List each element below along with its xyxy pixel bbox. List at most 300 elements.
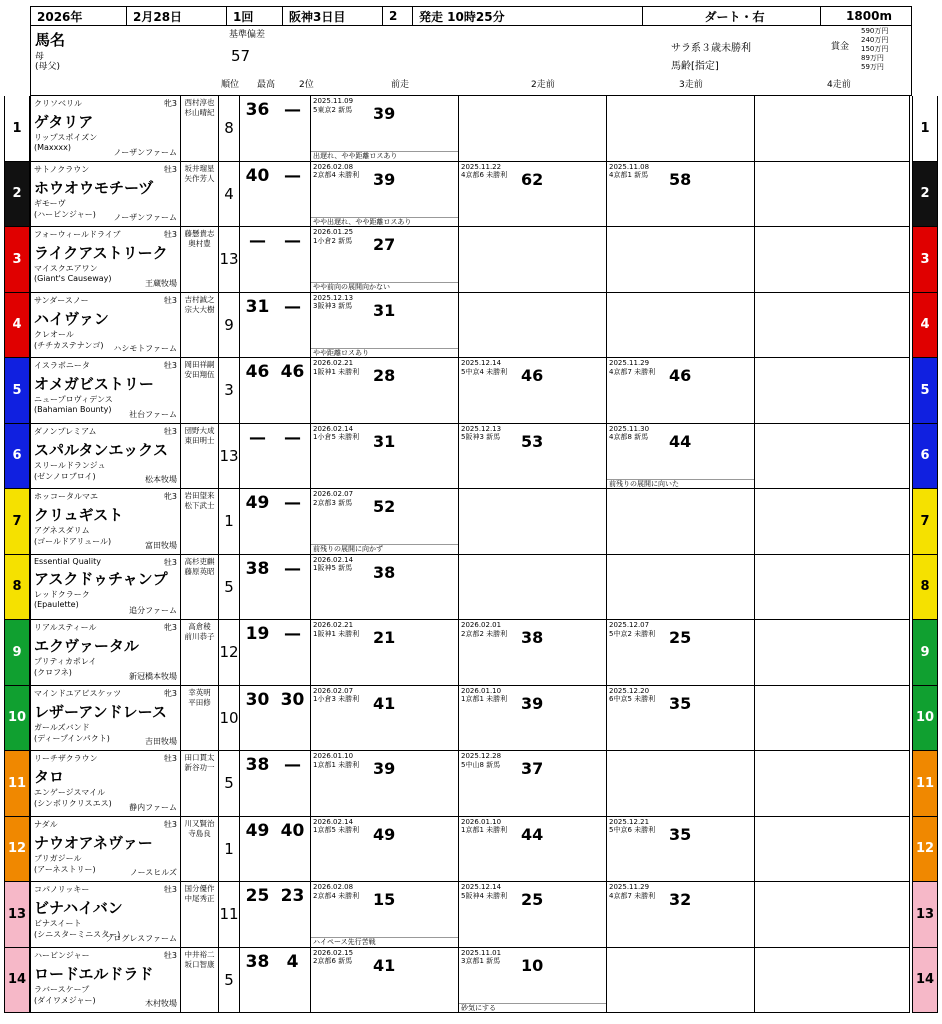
horse-name: アスクドゥチャンプ (34, 569, 168, 588)
rank-order: 11 (219, 882, 240, 947)
past-race (459, 948, 607, 1013)
horse-info (31, 358, 181, 423)
past-venue: 1小倉2 新馬 (313, 236, 353, 245)
past-figure: 44 (521, 824, 544, 844)
past-figure: 39 (373, 104, 396, 123)
horse-info (31, 751, 181, 816)
past-date: 2026.02.08 (313, 162, 354, 171)
jockey-trainer (181, 751, 219, 816)
past-race (459, 227, 607, 292)
prize-item: 89万円 (861, 54, 884, 62)
breeder: 松本牧場 (145, 475, 177, 484)
horse-name: ビナハイバン (34, 899, 123, 917)
past-race (311, 882, 459, 947)
past-race (607, 882, 755, 947)
dam: アグネスダリム (34, 526, 90, 535)
past-race (311, 817, 459, 882)
second-fig: 4 (286, 951, 299, 972)
trainer: 安田翔伍 (184, 370, 215, 379)
horse-info (31, 424, 181, 489)
second-fig: — (284, 558, 301, 579)
past-race (607, 489, 755, 554)
past-note: ハイペース先行苦戦 (311, 937, 458, 947)
sex-age: 牝3 (163, 688, 177, 698)
waku-number: 4 (912, 293, 938, 359)
waku-number: 12 (912, 817, 938, 883)
past-figure: 28 (373, 366, 396, 385)
past-race (311, 227, 459, 292)
best-fig: 49 (245, 820, 270, 841)
waku-number: 9 (912, 620, 938, 686)
past-figure: 31 (373, 300, 396, 320)
best-fig: — (249, 231, 266, 251)
past-date: 2025.12.13 (461, 424, 502, 433)
best-fig: 36 (245, 100, 270, 120)
past-date: 2026.02.21 (313, 359, 354, 367)
past-venue: 2京都6 新馬 (313, 957, 353, 965)
surface: ダート・右 (643, 7, 821, 25)
rank-order: 13 (219, 227, 240, 292)
damsire: (クロフネ) (34, 668, 72, 677)
trainer: 杉山晴紀 (184, 108, 215, 117)
waku-number: 7 (912, 489, 938, 555)
past-figure: 53 (521, 431, 544, 451)
best-fig: 19 (245, 624, 270, 644)
jockey-trainer (181, 817, 219, 882)
best-fig: 38 (245, 558, 270, 579)
base-value: 57 (231, 47, 251, 65)
past-race-4 (755, 424, 903, 489)
past-note: やや出遅れ、やや距離ロスあり (311, 217, 458, 227)
waku-number: 10 (4, 686, 30, 752)
horse-info (31, 162, 181, 227)
sire: ホッコータルマエ (34, 492, 98, 501)
best-figures (240, 489, 311, 554)
horse-info (31, 227, 181, 292)
col-damsire-label: (母父) (35, 62, 61, 72)
past-figure: 21 (373, 628, 396, 647)
past-figure: 39 (373, 169, 396, 189)
waku-number: 4 (4, 293, 30, 359)
past-race (607, 817, 755, 882)
jockey-trainer (181, 424, 219, 489)
horse-info (31, 620, 181, 685)
best-values (240, 751, 310, 779)
waku-number: 8 (912, 555, 938, 621)
past-race (459, 162, 607, 227)
sex-age: 牡3 (163, 885, 177, 894)
dam: ブリガジール (34, 853, 82, 863)
horse-row (30, 424, 910, 490)
best-figures (240, 751, 311, 816)
waku-number: 7 (4, 489, 30, 555)
best-values (240, 620, 310, 648)
jockey-trainer (181, 686, 219, 751)
past-venue: 5中京4 未勝利 (461, 367, 508, 376)
past-date: 2025.12.13 (313, 293, 354, 302)
past-figure: 58 (669, 169, 692, 189)
jockey-trainer (181, 96, 219, 161)
past-race-4 (755, 227, 903, 292)
past-venue: 5中山8 新馬 (461, 760, 501, 769)
col-second: 2位 (299, 80, 314, 90)
best-values (240, 162, 310, 190)
past-race (607, 227, 755, 292)
best-values (240, 555, 310, 583)
sex-age: 牡3 (163, 557, 177, 567)
best-values (240, 293, 310, 321)
horse-name: レザーアンドレース (34, 702, 167, 721)
breeder: 木村牧場 (145, 999, 177, 1008)
past-date: 2025.12.20 (609, 686, 650, 695)
past-race (607, 293, 755, 358)
date: 2月28日 (127, 7, 227, 25)
horse-row (30, 686, 910, 752)
sire: コパノリッキー (34, 885, 90, 894)
breeder: 王蔵牧場 (145, 278, 177, 288)
past-date: 2026.02.01 (461, 621, 502, 629)
trainer: 藤原英昭 (184, 566, 215, 576)
dam: クレオール (34, 329, 74, 339)
horse-row (30, 96, 910, 162)
prize-item: 150万円 (861, 45, 889, 53)
breeder: ノーザンファーム (113, 213, 177, 222)
best-figures (240, 882, 311, 947)
second-fig: 40 (280, 820, 305, 841)
past-note: やや前向の展開向かない (311, 282, 458, 292)
trainer: 平田修 (188, 697, 211, 707)
past-date: 2026.01.10 (461, 686, 502, 695)
breeder: 追分ファーム (129, 606, 177, 615)
sire: クリソベリル (34, 99, 82, 108)
second-fig: — (284, 165, 301, 186)
past-figure: 52 (373, 497, 396, 516)
horse-table (30, 96, 910, 1013)
best-values (240, 882, 310, 910)
past-race-4 (755, 686, 903, 751)
jockey: 川又賢治 (184, 818, 215, 828)
past-venue: 6中京5 未勝利 (609, 695, 656, 703)
waku-number: 13 (4, 882, 30, 948)
jockey-trainer (181, 227, 219, 292)
past-race (311, 751, 459, 816)
past-race (311, 948, 459, 1013)
past-race (607, 424, 755, 489)
horse-row (30, 227, 910, 293)
best-values (240, 424, 310, 452)
waku-number: 11 (4, 751, 30, 817)
past-date: 2026.02.07 (313, 490, 354, 498)
sire: フォーウィールドライブ (34, 230, 121, 239)
horse-info (31, 96, 181, 161)
past-date: 2025.12.28 (461, 752, 502, 760)
past-figure: 62 (521, 169, 544, 189)
horse-row (30, 817, 910, 883)
second-fig: 30 (280, 689, 305, 710)
past-race (459, 882, 607, 947)
past-date: 2026.02.14 (313, 817, 354, 826)
breeder: ノースヒルズ (129, 868, 177, 877)
dam: ニュープロヴィデンス (34, 395, 113, 404)
past-venue: 4京都6 未勝利 (461, 171, 508, 179)
jockey: 幸英明 (188, 687, 211, 697)
past-venue: 2京都4 未勝利 (313, 891, 360, 900)
past-figure: 39 (521, 693, 544, 713)
breeder: 富田牧場 (145, 540, 177, 550)
jockey-trainer (181, 555, 219, 620)
past-race (607, 96, 755, 161)
past-race (607, 751, 755, 816)
past-race-4 (755, 96, 903, 161)
breeder: 新冠橋本牧場 (129, 671, 177, 681)
past-race (311, 620, 459, 685)
sex-age: 牡3 (163, 754, 177, 763)
past-note: 出遅れ、やや距離ロスあり (311, 151, 458, 161)
waku-number: 8 (4, 555, 30, 621)
past-date: 2026.02.07 (313, 686, 354, 695)
dam: スリールドランジュ (34, 460, 106, 470)
past-date: 2025.12.21 (609, 817, 650, 826)
dam: リップスポイズン (34, 133, 98, 142)
best-figures (240, 555, 311, 620)
past-venue: 3阪神3 新馬 (313, 302, 353, 310)
rank-order: 8 (219, 96, 240, 161)
past-race-4 (755, 620, 903, 685)
past-venue: 5東京2 新馬 (313, 105, 353, 114)
past-race (459, 555, 607, 620)
waku-number: 3 (4, 227, 30, 293)
past-venue: 1京都1 未勝利 (313, 760, 360, 769)
waku-number: 6 (4, 424, 30, 490)
sire: サトノクラウン (34, 164, 90, 174)
past-race (311, 489, 459, 554)
horse-info (31, 948, 181, 1013)
col-dam-label: 母 (35, 52, 45, 62)
past-date: 2026.02.21 (313, 621, 354, 629)
past-date: 2025.11.08 (609, 162, 650, 171)
past-figure: 44 (669, 431, 692, 451)
jockey-trainer (181, 162, 219, 227)
past-race-4 (755, 882, 903, 947)
past-figure: 27 (373, 235, 396, 254)
waku-number: 14 (4, 948, 30, 1014)
past-race (607, 948, 755, 1013)
second-fig: — (284, 100, 301, 120)
sex-age: 牡3 (163, 426, 177, 436)
col-past3: 3走前 (679, 80, 703, 90)
past-figure: 41 (373, 955, 396, 975)
trainer: 奥村豊 (188, 239, 211, 248)
damsire: (ゴールドアリュール) (34, 537, 112, 546)
past-venue: 1小倉5 未勝利 (313, 433, 360, 441)
sire: ダノンプレミアム (34, 426, 97, 436)
waku-number: 1 (4, 96, 30, 162)
past-venue: 5中京2 未勝利 (609, 629, 656, 638)
waku-number: 11 (912, 751, 938, 817)
sire: リーチザクラウン (34, 754, 98, 763)
jockey: 岡田祥嗣 (184, 360, 215, 369)
past-note: やや距離ロスあり (311, 348, 458, 358)
past-figure: 15 (373, 890, 396, 909)
past-race (607, 162, 755, 227)
sex-age: 牡3 (163, 164, 177, 174)
horse-row (30, 358, 910, 424)
best-figures (240, 686, 311, 751)
past-date: 2025.11.22 (461, 162, 502, 171)
sire: イスラボニータ (34, 361, 90, 370)
past-race-4 (755, 948, 903, 1013)
breeder: ハシモトファーム (113, 344, 177, 353)
past-date: 2025.12.14 (461, 359, 502, 367)
best-values (240, 489, 310, 517)
best-values (240, 948, 310, 976)
best-fig: 38 (245, 951, 270, 972)
rank-order: 1 (219, 489, 240, 554)
trainer: 坂口智康 (184, 959, 215, 969)
dam: ギモーヴ (34, 198, 66, 208)
horse-name: クリュギスト (34, 506, 124, 524)
trainer: 矢作芳人 (184, 173, 215, 183)
second-fig: — (284, 231, 301, 251)
jockey-trainer (181, 948, 219, 1013)
horse-name: ライクアストリーク (34, 244, 168, 262)
waku-number: 3 (912, 227, 938, 293)
past-date: 2026.02.14 (313, 555, 354, 564)
past-venue: 3京都1 新馬 (461, 957, 501, 965)
race-subheader (30, 25, 912, 96)
rank-order: 12 (219, 620, 240, 685)
past-figure: 32 (669, 890, 692, 909)
meeting: 阪神3日目 (283, 7, 383, 25)
best-fig: 38 (245, 755, 270, 775)
past-date: 2026.02.08 (313, 883, 354, 891)
past-note: 前残りの展開に向かず (311, 544, 458, 554)
dam: ガールズバンド (34, 722, 90, 732)
past-date: 2025.11.09 (313, 97, 354, 105)
dam: ビナスイート (34, 919, 82, 928)
waku-number: 5 (4, 358, 30, 424)
race-class: サラ系３歳未勝利 (671, 43, 751, 54)
past-race-4 (755, 751, 903, 816)
jockey-trainer (181, 358, 219, 423)
col-order: 順位 (221, 80, 240, 90)
jockey: 国分優作 (184, 884, 215, 893)
horse-info (31, 555, 181, 620)
col-past4: 4走前 (827, 80, 851, 90)
past-venue: 2京都3 新馬 (313, 498, 353, 507)
rank-order: 1 (219, 817, 240, 882)
past-race (607, 620, 755, 685)
past-venue: 4京都8 新馬 (609, 433, 649, 441)
horse-name: ロードエルドラド (34, 964, 154, 983)
jockey: 高杉吏麒 (184, 556, 215, 566)
past-figure: 31 (373, 431, 396, 451)
best-values (240, 358, 310, 386)
past-figure: 37 (521, 759, 544, 778)
waku-number: 10 (912, 686, 938, 752)
past-venue: 1阪神5 新馬 (313, 564, 353, 572)
past-race (459, 489, 607, 554)
past-venue: 5中京6 未勝利 (609, 826, 656, 834)
horse-info (31, 686, 181, 751)
past-race (607, 686, 755, 751)
race-header (30, 6, 912, 26)
past-figure: 41 (373, 693, 396, 713)
best-figures (240, 162, 311, 227)
waku-number: 5 (912, 358, 938, 424)
second-fig: — (284, 624, 301, 644)
past-figure: 38 (373, 562, 396, 582)
horse-info (31, 489, 181, 554)
past-race (459, 424, 607, 489)
past-race (459, 96, 607, 161)
sire: Essential Quality (34, 556, 101, 566)
prize-item: 59万円 (861, 63, 884, 71)
best-values (240, 96, 310, 124)
past-date: 2025.12.14 (461, 883, 502, 891)
past-venue: 4京都7 未勝利 (609, 367, 656, 376)
horse-name: スパルタンエックス (34, 440, 168, 459)
past-race (607, 555, 755, 620)
past-figure: 25 (521, 890, 544, 909)
past-figure: 10 (521, 955, 544, 975)
col-past1: 前走 (391, 80, 410, 90)
best-fig: 25 (245, 886, 270, 906)
second-fig: 46 (280, 362, 305, 382)
sire: マインドユアビスケッツ (34, 688, 122, 698)
col-best: 最高 (257, 80, 276, 90)
dam: プリティカポレイ (34, 657, 97, 666)
rank-order: 3 (219, 358, 240, 423)
waku-number: 14 (912, 948, 938, 1014)
best-values (240, 686, 310, 714)
past-race (311, 293, 459, 358)
past-race (311, 555, 459, 620)
prize-item: 240万円 (861, 36, 889, 44)
sex-age: 牡3 (163, 295, 177, 305)
past-figure: 25 (669, 628, 692, 647)
past-race (607, 358, 755, 423)
past-race-4 (755, 358, 903, 423)
second-fig: — (284, 427, 301, 448)
horse-name: オメガビストリー (34, 375, 154, 393)
jockey: 藤懸貴志 (184, 229, 215, 238)
damsire: (Bahamian Bounty) (34, 405, 112, 414)
distance: 1800m (846, 9, 892, 23)
dam: マイスクエアワン (34, 264, 98, 273)
rank-order: 10 (219, 686, 240, 751)
past-venue: 1京都1 未勝利 (461, 826, 508, 834)
horse-row (30, 162, 910, 228)
base-label: 基準偏差 (229, 30, 266, 40)
best-fig: 30 (245, 689, 270, 710)
past-race-4 (755, 555, 903, 620)
past-venue: 1京都5 未勝利 (313, 826, 360, 834)
horse-row (30, 882, 910, 948)
waku-number: 6 (912, 424, 938, 490)
rank-order: 5 (219, 948, 240, 1013)
dam: エンゲージスマイル (34, 788, 106, 797)
rank-order: 5 (219, 751, 240, 816)
sire: ナダル (34, 819, 58, 829)
prize-item: 590万円 (861, 27, 889, 35)
damsire: (ハービンジャー) (34, 209, 96, 219)
breeder: 吉田牧場 (145, 737, 177, 746)
damsire: (チチカステナンゴ) (34, 340, 104, 350)
horse-info (31, 817, 181, 882)
jockey-trainer (181, 882, 219, 947)
trainer: 寺島良 (188, 828, 211, 838)
